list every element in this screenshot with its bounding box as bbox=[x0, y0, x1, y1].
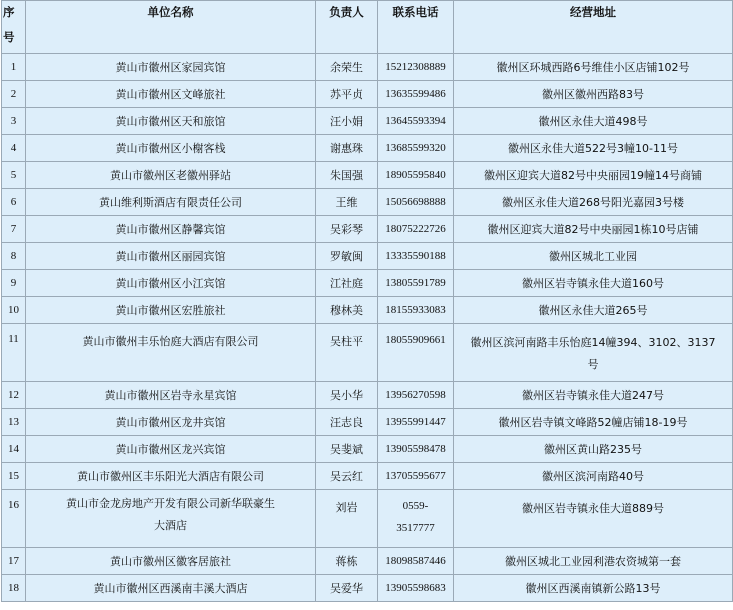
row-name-line1: 黄山市金龙房地产开发有限公司新华联豪生 bbox=[66, 497, 275, 510]
row-phone: 13335590188 bbox=[378, 243, 454, 270]
row-no: 14 bbox=[2, 436, 26, 463]
row-no: 1 bbox=[2, 54, 26, 81]
row-phone: 18905595840 bbox=[378, 162, 454, 189]
row-person: 汪志良 bbox=[316, 409, 378, 436]
row-address: 徽州区黄山路235号 bbox=[454, 436, 733, 463]
table-row bbox=[2, 81, 733, 108]
row-name: 黄山市徽州区龙井宾馆 bbox=[26, 409, 316, 436]
row-address: 徽州区永佳大道522号3幢10-11号 bbox=[454, 135, 733, 162]
row-address: 徽州区迎宾大道82号中央丽园1栋10号店铺 bbox=[454, 216, 733, 243]
table-row bbox=[2, 436, 733, 463]
row-name: 黄山维利斯酒店有限责任公司 bbox=[26, 189, 316, 216]
row-phone bbox=[378, 490, 454, 548]
row-name-line2: 大酒店 bbox=[154, 519, 187, 532]
row-phone: 13956270598 bbox=[378, 382, 454, 409]
row-no: 9 bbox=[2, 270, 26, 297]
table-row bbox=[2, 54, 733, 81]
row-phone: 18155933083 bbox=[378, 297, 454, 324]
row-name: 黄山市徽州区西溪南丰溪大酒店 bbox=[26, 575, 316, 602]
table-row bbox=[2, 409, 733, 436]
row-no: 16 bbox=[2, 490, 26, 548]
row-person: 穆林美 bbox=[316, 297, 378, 324]
row-name: 黄山市徽州区徽客居旅社 bbox=[26, 548, 316, 575]
row-no: 3 bbox=[2, 108, 26, 135]
row-phone: 13905598478 bbox=[378, 436, 454, 463]
row-name: 黄山市徽州区宏胜旅社 bbox=[26, 297, 316, 324]
row-phone: 13645593394 bbox=[378, 108, 454, 135]
row-name: 黄山市徽州区小江宾馆 bbox=[26, 270, 316, 297]
row-address-line2: 号 bbox=[587, 358, 599, 371]
row-no: 18 bbox=[2, 575, 26, 602]
row-no: 15 bbox=[2, 463, 26, 490]
row-person: 谢惠珠 bbox=[316, 135, 378, 162]
table-header-row bbox=[2, 1, 733, 54]
row-no: 13 bbox=[2, 409, 26, 436]
row-phone: 13805591789 bbox=[378, 270, 454, 297]
row-name: 黄山市徽州丰乐怡庭大酒店有限公司 bbox=[26, 324, 316, 382]
row-address: 徽州区永佳大道498号 bbox=[454, 108, 733, 135]
header-address: 经营地址 bbox=[454, 1, 733, 54]
row-name: 黄山市徽州区天和旅馆 bbox=[26, 108, 316, 135]
row-no: 12 bbox=[2, 382, 26, 409]
row-phone: 18075222726 bbox=[378, 216, 454, 243]
row-no: 8 bbox=[2, 243, 26, 270]
row-no: 7 bbox=[2, 216, 26, 243]
table-row bbox=[2, 108, 733, 135]
table-row bbox=[2, 463, 733, 490]
table-row bbox=[2, 243, 733, 270]
row-name bbox=[26, 490, 316, 548]
row-name: 黄山市徽州区丽园宾馆 bbox=[26, 243, 316, 270]
row-address: 徽州区岩寺镇永佳大道160号 bbox=[454, 270, 733, 297]
row-phone: 18055909661 bbox=[378, 324, 454, 382]
header-no bbox=[2, 1, 26, 54]
row-person: 余荣生 bbox=[316, 54, 378, 81]
row-no: 10 bbox=[2, 297, 26, 324]
row-no: 17 bbox=[2, 548, 26, 575]
table-row bbox=[2, 189, 733, 216]
table-row bbox=[2, 270, 733, 297]
row-phone: 13905598683 bbox=[378, 575, 454, 602]
row-address: 徽州区岩寺镇文峰路52幢店铺18-19号 bbox=[454, 409, 733, 436]
header-phone: 联系电话 bbox=[378, 1, 454, 54]
row-phone-line1: 0559- bbox=[402, 500, 429, 512]
row-person: 王维 bbox=[316, 189, 378, 216]
row-phone: 13705595677 bbox=[378, 463, 454, 490]
row-phone-line2: 3517777 bbox=[396, 522, 435, 534]
table-row bbox=[2, 297, 733, 324]
row-address: 徽州区城北工业园利港农资城第一套 bbox=[454, 548, 733, 575]
row-address: 徽州区永佳大道268号阳光嘉园3号楼 bbox=[454, 189, 733, 216]
table-row bbox=[2, 324, 733, 382]
row-address-line1: 徽州区滨河南路丰乐怡庭14幢394、3102、3137 bbox=[470, 336, 716, 349]
row-phone: 18098587446 bbox=[378, 548, 454, 575]
row-person: 苏平贞 bbox=[316, 81, 378, 108]
row-no: 6 bbox=[2, 189, 26, 216]
header-no-line1: 序 bbox=[3, 7, 15, 19]
row-person: 吴斐斌 bbox=[316, 436, 378, 463]
row-address: 徽州区永佳大道265号 bbox=[454, 297, 733, 324]
row-address: 徽州区徽州西路83号 bbox=[454, 81, 733, 108]
row-no: 4 bbox=[2, 135, 26, 162]
row-person: 罗敏闽 bbox=[316, 243, 378, 270]
header-person: 负责人 bbox=[316, 1, 378, 54]
row-phone: 13635599486 bbox=[378, 81, 454, 108]
row-address: 徽州区城北工业园 bbox=[454, 243, 733, 270]
row-phone: 15212308889 bbox=[378, 54, 454, 81]
row-address: 徽州区滨河南路40号 bbox=[454, 463, 733, 490]
row-name: 黄山市徽州区龙兴宾馆 bbox=[26, 436, 316, 463]
table-row bbox=[2, 382, 733, 409]
table-row bbox=[2, 162, 733, 189]
table-row bbox=[2, 548, 733, 575]
row-person: 汪小娟 bbox=[316, 108, 378, 135]
row-name: 黄山市徽州区家园宾馆 bbox=[26, 54, 316, 81]
table-row bbox=[2, 135, 733, 162]
row-phone: 13955991447 bbox=[378, 409, 454, 436]
header-name: 单位名称 bbox=[26, 1, 316, 54]
row-address: 徽州区西溪南镇新公路13号 bbox=[454, 575, 733, 602]
row-person: 吴柱平 bbox=[316, 324, 378, 382]
row-person: 江社庭 bbox=[316, 270, 378, 297]
header-no-line2: 号 bbox=[3, 32, 15, 44]
row-person: 朱国强 bbox=[316, 162, 378, 189]
row-phone: 15056698888 bbox=[378, 189, 454, 216]
row-no: 11 bbox=[2, 324, 26, 382]
table-row bbox=[2, 490, 733, 548]
row-name: 黄山市徽州区文峰旅社 bbox=[26, 81, 316, 108]
row-phone: 13685599320 bbox=[378, 135, 454, 162]
row-address: 徽州区环城西路6号维佳小区店铺102号 bbox=[454, 54, 733, 81]
table-row bbox=[2, 575, 733, 602]
row-person: 吴爱华 bbox=[316, 575, 378, 602]
row-person: 吴彩琴 bbox=[316, 216, 378, 243]
table-row bbox=[2, 216, 733, 243]
row-person: 吴小华 bbox=[316, 382, 378, 409]
row-address: 徽州区岩寺镇永佳大道889号 bbox=[454, 490, 733, 548]
business-table bbox=[1, 0, 733, 602]
row-name: 黄山市徽州区丰乐阳光大酒店有限公司 bbox=[26, 463, 316, 490]
row-no: 2 bbox=[2, 81, 26, 108]
row-address bbox=[454, 324, 733, 382]
row-name: 黄山市徽州区静馨宾馆 bbox=[26, 216, 316, 243]
row-person: 刘岩 bbox=[316, 490, 378, 548]
row-address: 徽州区岩寺镇永佳大道247号 bbox=[454, 382, 733, 409]
row-no: 5 bbox=[2, 162, 26, 189]
row-person: 蒋栋 bbox=[316, 548, 378, 575]
row-person: 吴云红 bbox=[316, 463, 378, 490]
row-name: 黄山市徽州区小榭客栈 bbox=[26, 135, 316, 162]
row-name: 黄山市徽州区老徽州驿站 bbox=[26, 162, 316, 189]
row-name: 黄山市徽州区岩寺永星宾馆 bbox=[26, 382, 316, 409]
row-address: 徽州区迎宾大道82号中央丽园19幢14号商铺 bbox=[454, 162, 733, 189]
